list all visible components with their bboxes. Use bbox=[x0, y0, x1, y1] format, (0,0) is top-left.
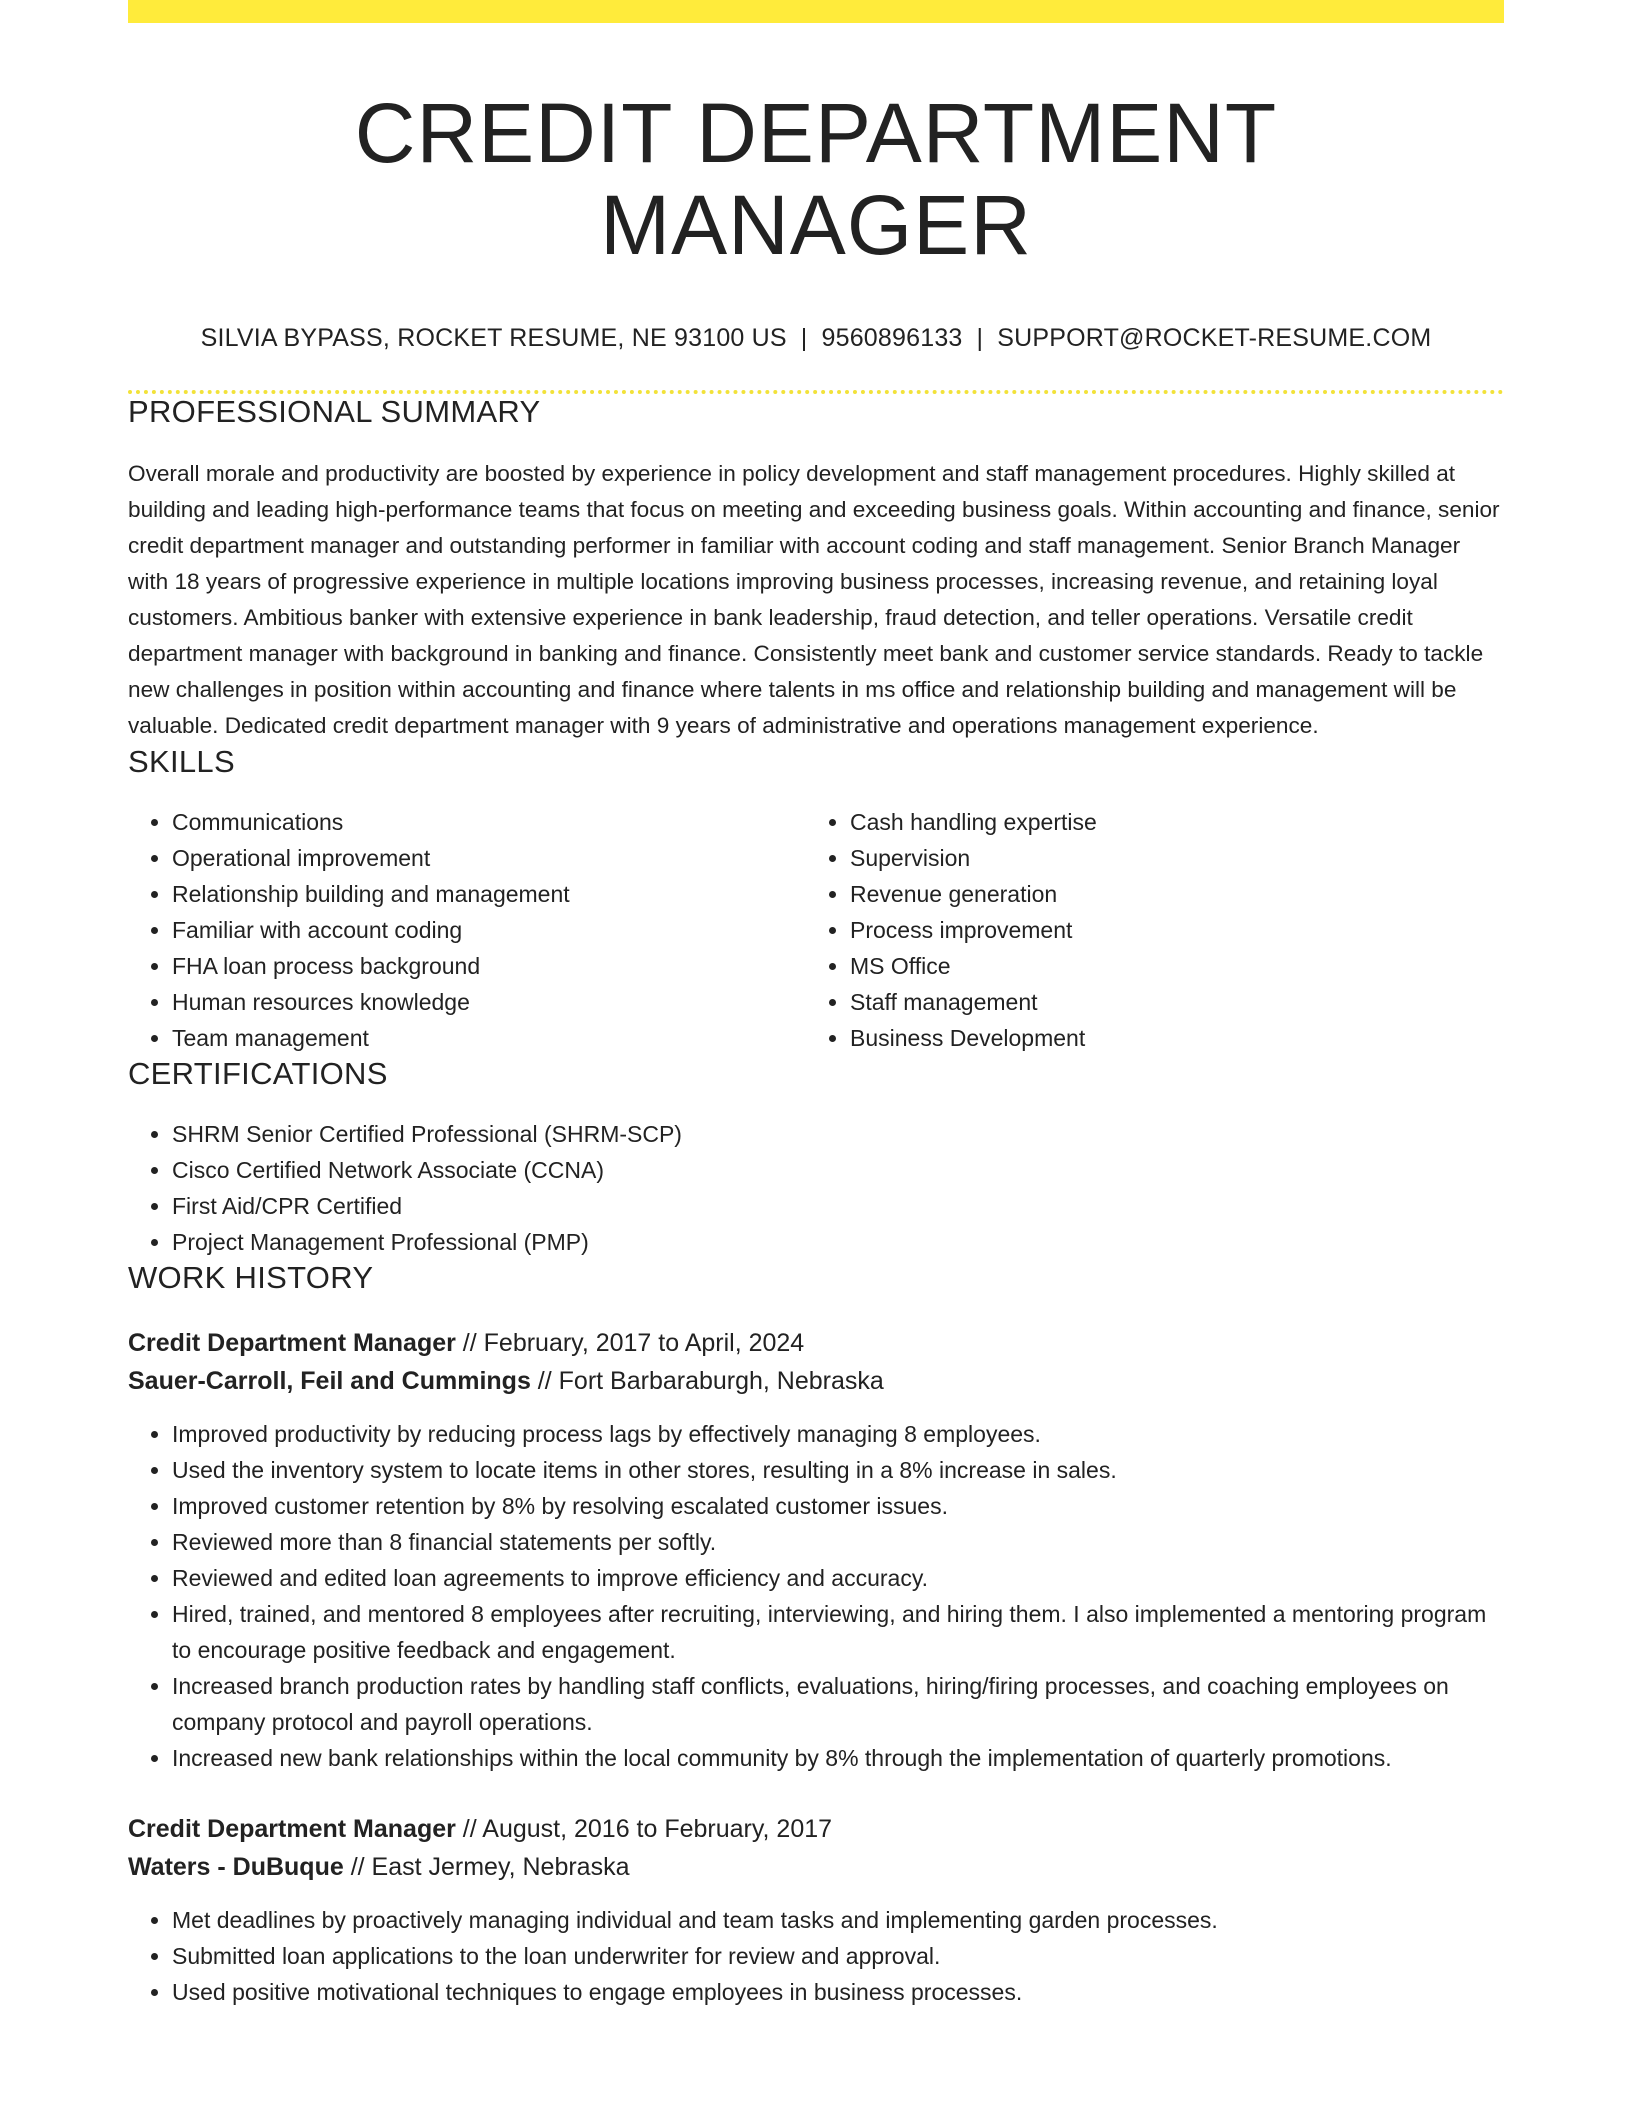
skills-right-list bbox=[806, 804, 1484, 1056]
job-entry bbox=[128, 1324, 1504, 1776]
job-dates: // August, 2016 to February, 2017 bbox=[455, 1814, 833, 1843]
job-bullet: • Improved customer retention by 8% by resolving escalated customer issues. bbox=[172, 1488, 1504, 1524]
skill-item: • Supervision bbox=[850, 840, 1484, 876]
certifications-list bbox=[128, 1116, 1504, 1260]
skill-item: • Human resources knowledge bbox=[172, 984, 806, 1020]
skill-item: • Relationship building and management bbox=[172, 876, 806, 912]
skill-item: • Business Development bbox=[850, 1020, 1484, 1056]
contact-line bbox=[128, 324, 1504, 353]
certification-item: • First Aid/CPR Certified bbox=[172, 1188, 1504, 1224]
skills-heading: SKILLS bbox=[128, 743, 235, 779]
certification-item: • SHRM Senior Certified Professional (SHRM-SCP) bbox=[172, 1116, 1504, 1152]
job-bullet: • Used positive motivational techniques to engage employees in business processes. bbox=[172, 1974, 1504, 2010]
resume-page bbox=[128, 0, 1504, 2010]
skill-item: • Familiar with account coding bbox=[172, 912, 806, 948]
job-bullet: • Submitted loan applications to the loan underwriter for review and approval. bbox=[172, 1938, 1504, 1974]
job-entry bbox=[128, 1810, 1504, 2010]
job-location: // East Jermey, Nebraska bbox=[343, 1852, 630, 1881]
job-company-line bbox=[128, 1362, 1504, 1400]
summary-heading: PROFESSIONAL SUMMARY bbox=[128, 393, 541, 429]
job-location: // Fort Barbaraburgh, Nebraska bbox=[530, 1366, 884, 1395]
certifications-heading: CERTIFICATIONS bbox=[128, 1055, 388, 1091]
skill-item: • MS Office bbox=[850, 948, 1484, 984]
skill-item: • Staff management bbox=[850, 984, 1484, 1020]
job-company: Waters - DuBuque bbox=[128, 1852, 344, 1881]
job-bullet: • Reviewed and edited loan agreements to improve efficiency and accuracy. bbox=[172, 1560, 1504, 1596]
skill-item: • Team management bbox=[172, 1020, 806, 1056]
skill-item: • Revenue generation bbox=[850, 876, 1484, 912]
summary-text: Overall morale and productivity are boosted by experience in policy development and staff management procedures. Highly skilled at building and leading high-performance teams that focus on meeting and exceeding business goals. Within accounting and finance, senior credit department manager and outstanding performer in familiar with account coding and staff management. Senior Branch Manager with 18 years of progressive experience in multiple locations improving business processes, increasing revenue, and retaining loyal customers. Ambitious banker with extensive experience in bank leadership, fraud detection, and teller operations. Versatile credit department manager with background in banking and finance. Consistently meet bank and customer service standards. Ready to tackle new challenges in position within accounting and finance where talents in ms office and relationship building and management will be valuable. Dedicated credit department manager with 9 years of administrative and operations management experience. bbox=[128, 460, 1500, 738]
skill-item: • Operational improvement bbox=[172, 840, 806, 876]
skill-item: • Process improvement bbox=[850, 912, 1484, 948]
job-title: Credit Department Manager bbox=[128, 1814, 456, 1843]
job-bullet: • Increased new bank relationships within the local community by 8% through the implementation of quarterly promotions. bbox=[172, 1740, 1504, 1776]
phone: 9560896133 bbox=[821, 323, 963, 352]
skill-item: • Communications bbox=[172, 804, 806, 840]
email-link[interactable]: SUPPORT@ROCKET-RESUME.COM bbox=[997, 323, 1432, 352]
certification-item: • Project Management Professional (PMP) bbox=[172, 1224, 1504, 1260]
job-title-line bbox=[128, 1810, 1504, 1848]
skill-item: • FHA loan process background bbox=[172, 948, 806, 984]
job-title-line bbox=[128, 1324, 1504, 1362]
contact-separator: | bbox=[800, 323, 808, 352]
job-company-line bbox=[128, 1848, 1504, 1886]
accent-bar bbox=[128, 0, 1504, 23]
skills-columns bbox=[128, 804, 1504, 1056]
job-bullet: • Reviewed more than 8 financial statements per softly. bbox=[172, 1524, 1504, 1560]
job-bullets bbox=[128, 1902, 1504, 2010]
job-bullet: • Increased branch production rates by handling staff conflicts, evaluations, hiring/firing processes, and coaching employees on company protocol and payroll operations. bbox=[172, 1668, 1504, 1740]
job-bullet: • Met deadlines by proactively managing individual and team tasks and implementing garden processes. bbox=[172, 1902, 1504, 1938]
job-dates: // February, 2017 to April, 2024 bbox=[455, 1328, 805, 1357]
contact-separator: | bbox=[976, 323, 984, 352]
address: SILVIA BYPASS, ROCKET RESUME, NE 93100 US bbox=[200, 323, 787, 352]
job-title-heading: CREDIT DEPARTMENT MANAGER bbox=[354, 86, 1278, 273]
skill-item: • Cash handling expertise bbox=[850, 804, 1484, 840]
job-bullet: • Improved productivity by reducing process lags by effectively managing 8 employees. bbox=[172, 1416, 1504, 1452]
job-bullet: • Hired, trained, and mentored 8 employees after recruiting, interviewing, and hiring them. I also implemented a mentoring program to encourage positive feedback and engagement. bbox=[172, 1596, 1504, 1668]
job-bullets bbox=[128, 1416, 1504, 1776]
certification-item: • Cisco Certified Network Associate (CCNA) bbox=[172, 1152, 1504, 1188]
work-history-heading: WORK HISTORY bbox=[128, 1259, 374, 1295]
skills-left-list bbox=[128, 804, 806, 1056]
job-title: Credit Department Manager bbox=[128, 1328, 456, 1357]
job-company: Sauer-Carroll, Feil and Cummings bbox=[128, 1366, 531, 1395]
job-bullet: • Used the inventory system to locate items in other stores, resulting in a 8% increase in sales. bbox=[172, 1452, 1504, 1488]
